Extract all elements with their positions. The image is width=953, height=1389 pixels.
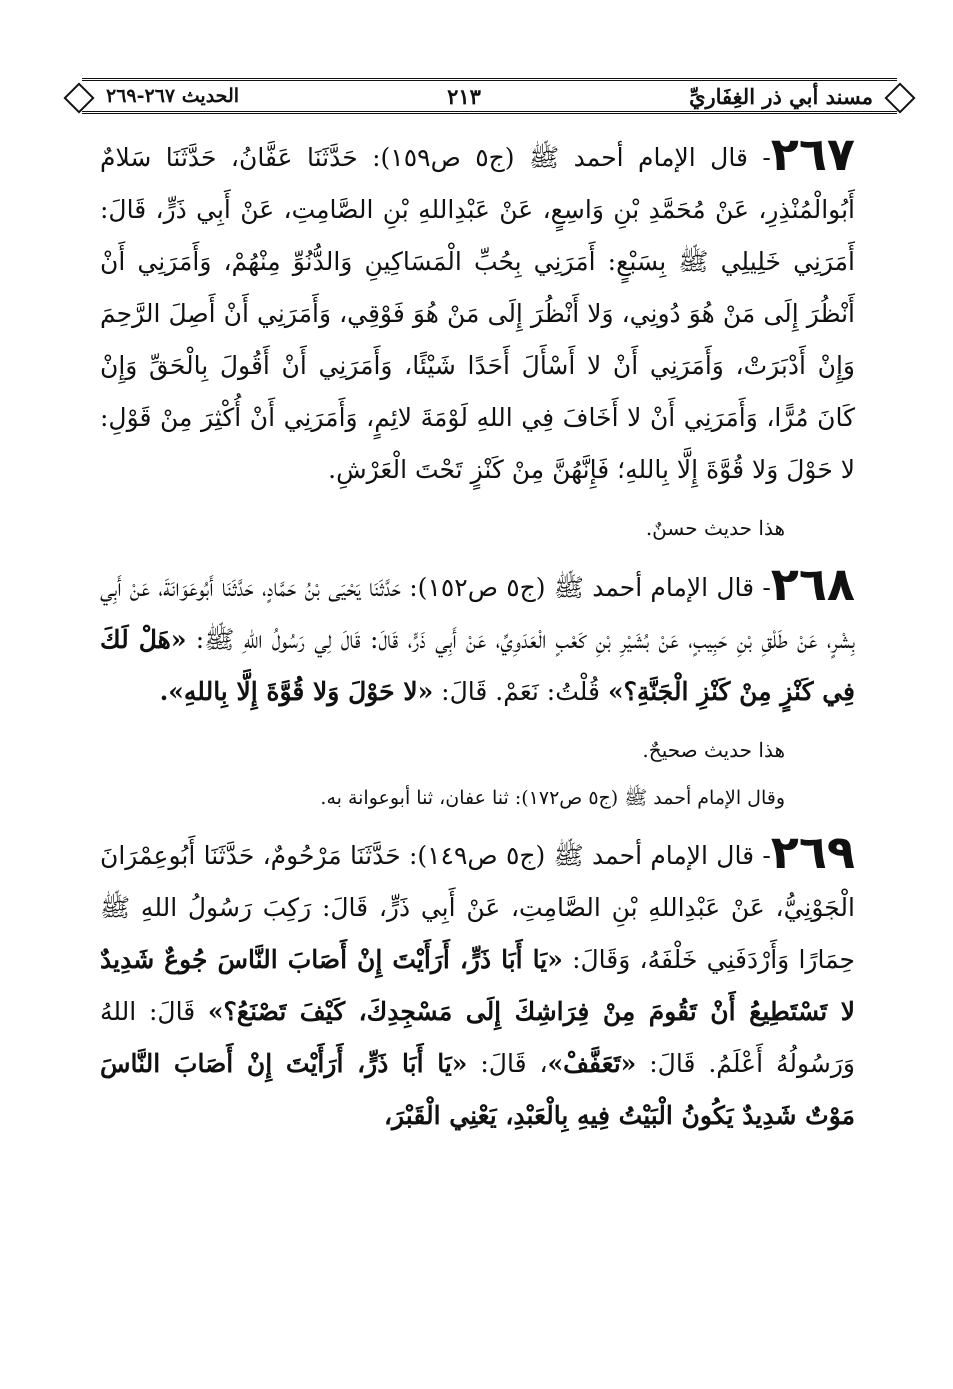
hadith-grade: هذا حديث صحيحٌ. [642,738,785,762]
hadith-text: قَالَ: اللهُ وَرَسُولُهُ أَعْلَمُ. قَالَ: [100,997,855,1078]
hadith-number: ٢٦٩ [770,825,855,879]
page-content [100,128,855,1142]
hadith-text: ، قَالَ: [467,1049,548,1078]
prophet-quote: «لا حَوْلَ وَلا قُوَّةَ إِلَّا بِاللهِ». [159,677,434,706]
hadith-number: ٢٦٨ [770,557,856,611]
hadith-grade: هذا حديث حسنٌ. [645,516,785,540]
hadith-range: الحديث ٢٦٧-٢٦٩ [106,85,240,107]
hadith-text: - قال الإمام أحمد ﷺ (ج٥ ص١٥٩): حَدَّثَنَا عَفَّانُ، حَدَّثَنَا سَلامٌ أَبُوالْمُنْذِرِ، عَنْ مُحَمَّدِ بْنِ وَاسِعٍ، عَنْ عَبْدِاللهِ بْنِ الصَّامِتِ، عَنْ أَبِي ذَرٍّ، قَالَ: أَمَرَنِي خَلِيلِي ﷺ بِسَبْعٍ: أَمَرَنِي بِحُبِّ الْمَسَاكِينِ وَالدُّنُوِّ مِنْهُمْ، وَأَمَرَنِي أَنْ أَنْظُرَ إِلَى مَنْ هُوَ دُونِي، وَلا أَنْظُرَ إِلَى مَنْ هُوَ فَوْقِي، وَأَمَرَنِي أَنْ أَصِلَ الرَّحِمَ وَإِنْ أَدْبَرَتْ، وَأَمَرَنِي أَنْ لا أَسْأَلَ أَحَدًا شَيْئًا، وَأَمَرَنِي أَنْ أَقُولَ بِالْحَقِّ وَإِنْ كَانَ مُرًّا، وَأَمَرَنِي أَنْ لا أَخَافَ فِي اللهِ لَوْمَةَ لائِمٍ، وَأَمَرَنِي أَنْ أُكْثِرَ مِنْ قَوْلِ: لا حَوْلَ وَلا قُوَّةَ إِلَّا بِاللهِ؛ فَإِنَّهُنَّ مِنْ كَنْزٍ تَحْتَ الْعَرْشِ. [100,143,855,484]
prophet-quote: «تَعَفَّفْ» [547,1049,637,1078]
hadith-269 [100,826,855,1142]
book-title: مسند أبي ذر الغِفَاريِّ [689,83,873,109]
hadith-268 [100,558,855,718]
prophet-quote: «يَا أَبَا ذَرٍّ، أَرَأَيْتَ إِنْ أَصَابَ النَّاسَ جُوعٌ شَدِيدٌ لا تَسْتَطِيعُ أَنْ تَقُومَ مِنْ فِرَاشِكَ إِلَى مَسْجِدِكَ، كَيْفَ تَصْنَعُ؟» [100,945,855,1026]
page-header [82,78,897,114]
page-number: ٢١٣ [447,83,481,109]
prophet-quote: «هَلْ لَكَ فِي كَنْزٍ مِنْ كَنْزِ الْجَنَّةِ؟» [100,625,855,706]
hadith-number: ٢٦٧ [770,127,856,181]
hadith-text: قُلْتُ: نَعَمْ. قَالَ: [433,677,608,706]
hadith-text: - قال الإمام أحمد ﷺ (ج٥ ص١٤٩): حَدَّثَنَا مَرْحُومٌ، حَدَّثَنَا أَبُوعِمْرَانَ الْجَوْنِيُّ، عَنْ عَبْدِاللهِ بْنِ الصَّامِتِ، عَنْ أَبِي ذَرٍّ، قَالَ: رَكِبَ رَسُولُ اللهِ ﷺ حِمَارًا وَأَرْدَفَنِي خَلْفَهُ، وَقَالَ: [100,841,855,974]
hadith-text: - قال الإمام أحمد ﷺ (ج٥ ص١٥٢): حَدَّثَنَا يَحْيَى بْنُ حَمَّادٍ، حَدَّثَنَا أَبُوعَوَانَةَ، عَنْ أَبِي بِشْرٍ، عَنْ طَلْقِ بْنِ حَبِيبٍ، عَنْ بُشَيْرِ بْنِ كَعْبٍ الْعَدَوِيِّ، عَنْ أَبِي ذَرٍّ، قَالَ: قَالَ لِي رَسُولُ اللهِ ﷺ: [100,573,855,654]
prophet-quote: «يَا أَبَا ذَرٍّ، أَرَأَيْتَ إِنْ أَصَابَ النَّاسَ مَوْتٌ شَدِيدٌ يَكُونُ الْبَيْتُ فِيهِ بِالْعَبْدِ، يَعْنِي الْقَبْرَ، [100,1049,855,1130]
hadith-267 [100,128,855,496]
hadith-note: وقال الإمام أحمد ﷺ (ج٥ ص١٧٢): ثنا عفان، ثنا أبوعوانة به. [320,787,785,809]
